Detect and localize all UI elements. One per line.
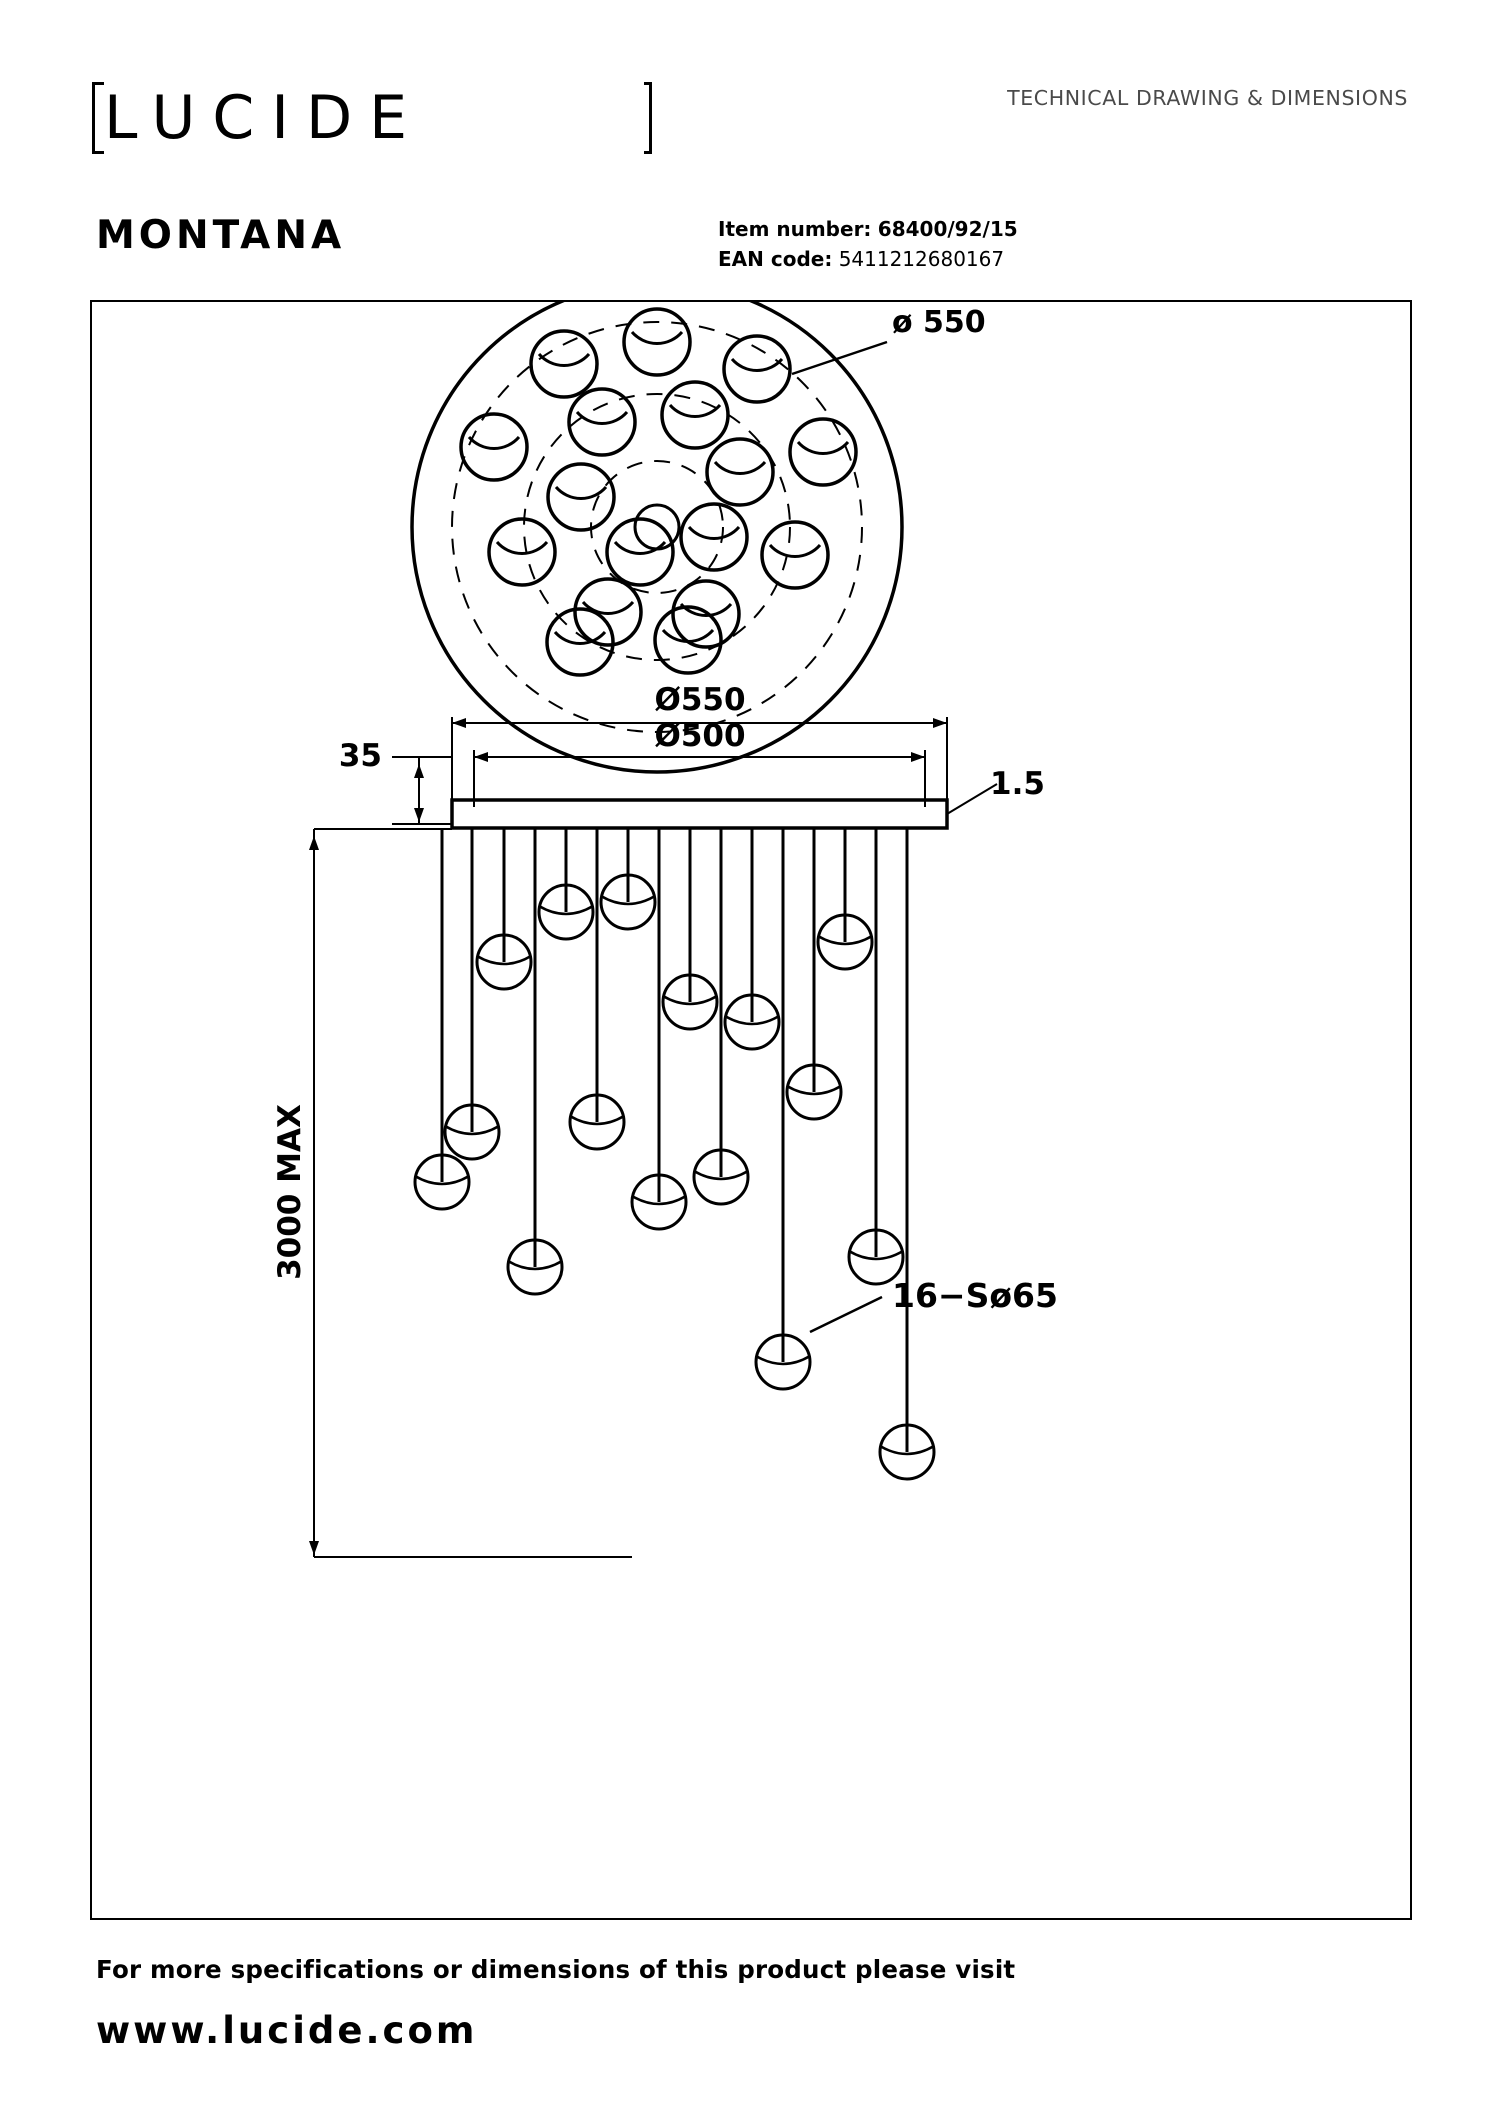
plate-thickness-label: 1.5 xyxy=(990,766,1045,802)
inner-diameter-label: Ø500 xyxy=(654,718,746,754)
item-number-label: Item number: xyxy=(718,217,872,241)
page-title: MONTANA xyxy=(96,213,346,258)
footer-text: For more specifications or dimensions of this product please visit xyxy=(96,1955,1016,1984)
document-type-label: TECHNICAL DRAWING & DIMENSIONS xyxy=(1007,86,1408,110)
technical-drawing-frame xyxy=(90,300,1412,1920)
item-number-value: 68400/92/15 xyxy=(877,217,1018,241)
plate-height-label: 35 xyxy=(338,738,382,774)
ean-value: 5411212680167 xyxy=(838,247,1005,271)
shade-spec-label: 16−Sø65 xyxy=(892,1276,1058,1315)
ean-row: EAN code: 5411212680167 xyxy=(718,247,1005,271)
max-drop-label: 3000 MAX xyxy=(272,1104,308,1280)
outer-diameter-label: Ø550 xyxy=(654,682,746,718)
item-number-row xyxy=(718,214,1018,244)
top-view-diameter-label: ø 550 xyxy=(892,305,986,340)
brand-logo: LUCIDE xyxy=(104,80,644,156)
technical-drawing xyxy=(92,302,1410,1918)
ean-label: EAN code xyxy=(718,247,825,271)
product-meta xyxy=(718,214,1018,274)
footer-website-link[interactable]: www.lucide.com xyxy=(96,2009,478,2052)
